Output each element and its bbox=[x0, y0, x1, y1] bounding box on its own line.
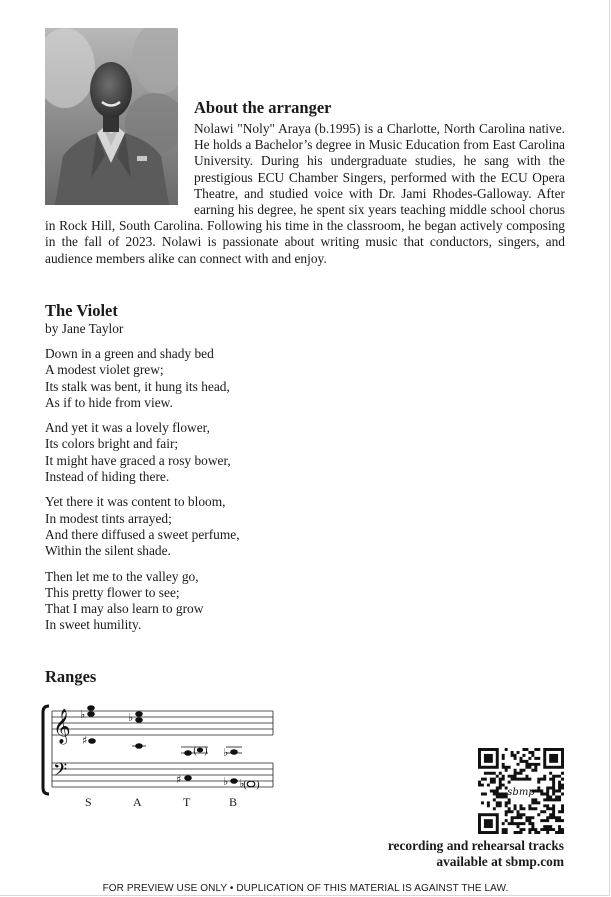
voice-label-tenor: T bbox=[183, 795, 191, 809]
svg-text:♭: ♭ bbox=[128, 711, 134, 724]
poem-line: Then let me to the valley go, bbox=[45, 568, 199, 584]
poem-line: Within the silent shade. bbox=[45, 543, 171, 559]
about-arranger-text: Nolawi "Noly" Araya (b.1995) is a Charlotte, North Carolina native. He holds a Bachelor’s degree in Music Education from East Carolina University. During his undergraduate studies, he sang with the prestigious ECU Chamber Singers, performed with the ECU Opera Theatre, and studied voice with Dr. Jami Rhodes-Galloway. After earning his degree, he spent six years teaching middle school chorus in Rock Hill, South Carolina. Following his time in the classroom, he began actively composing in the fall of 2023. Nolawi is passionate about writing music that conductors, singers, and audience members alike can connect with and enjoy. bbox=[45, 121, 565, 266]
about-arranger-heading: About the arranger bbox=[194, 98, 332, 117]
bass-clef-icon: 𝄢 bbox=[53, 760, 68, 785]
svg-text:♯: ♯ bbox=[176, 773, 182, 786]
ranges-heading: Ranges bbox=[45, 667, 97, 686]
poem-line: Its colors bright and fair; bbox=[45, 436, 179, 452]
poem-line: It might have graced a rosy bower, bbox=[45, 452, 231, 468]
svg-text:♯: ♯ bbox=[82, 734, 88, 747]
stanza bbox=[45, 494, 240, 559]
poem-line: And there diffused a sweet perfume, bbox=[45, 526, 240, 542]
svg-text:♭: ♭ bbox=[239, 777, 245, 790]
poem-line: As if to hide from view. bbox=[45, 394, 173, 410]
sbmp-logo-icon: sbmp bbox=[507, 787, 535, 798]
tracks-link[interactable]: available at sbmp.com bbox=[436, 854, 564, 869]
stanza bbox=[45, 420, 240, 485]
preview-notice: FOR PREVIEW USE ONLY • DUPLICATION OF THIS MATERIAL IS AGAINST THE LAW. bbox=[102, 883, 509, 894]
qr-code-icon[interactable] bbox=[478, 748, 564, 839]
poem-author: by Jane Taylor bbox=[45, 321, 124, 336]
stanza bbox=[45, 346, 240, 411]
poem-line: Instead of hiding there. bbox=[45, 469, 170, 485]
poem-line: This pretty flower to see; bbox=[45, 584, 180, 600]
svg-text:(: ( bbox=[243, 780, 247, 791]
vocal-ranges-staff bbox=[40, 696, 280, 821]
tracks-info bbox=[388, 838, 564, 870]
tracks-line-1: recording and rehearsal tracks bbox=[387, 838, 564, 853]
svg-text:(: ( bbox=[193, 746, 197, 757]
stanza bbox=[45, 569, 240, 634]
about-arranger-section bbox=[45, 98, 565, 267]
poem-line: Down in a green and shady bed bbox=[45, 346, 214, 361]
treble-clef-icon: 𝄞 bbox=[53, 709, 71, 744]
svg-text:♭: ♭ bbox=[80, 708, 86, 721]
svg-text:): ) bbox=[204, 746, 208, 757]
poem-line: Its stalk was bent, it hung its head, bbox=[45, 378, 230, 394]
poem-line: In sweet humility. bbox=[45, 617, 142, 633]
svg-text:♭: ♭ bbox=[223, 775, 229, 788]
svg-text:♭: ♭ bbox=[223, 746, 229, 759]
poem-line: Yet there it was content to bloom, bbox=[45, 494, 226, 510]
svg-text:): ) bbox=[256, 780, 260, 791]
poem-line: A modest violet grew; bbox=[45, 362, 164, 378]
poem-text bbox=[45, 346, 240, 643]
poem-title: The Violet bbox=[45, 301, 118, 320]
poem-line: That I may also learn to grow bbox=[45, 601, 204, 617]
voice-label-bass: B bbox=[229, 795, 238, 809]
voice-label-soprano: S bbox=[85, 795, 92, 809]
voice-label-alto: A bbox=[133, 795, 142, 809]
poem-line: In modest tints arrayed; bbox=[45, 510, 172, 526]
poem-line: And yet it was a lovely flower, bbox=[45, 420, 210, 436]
